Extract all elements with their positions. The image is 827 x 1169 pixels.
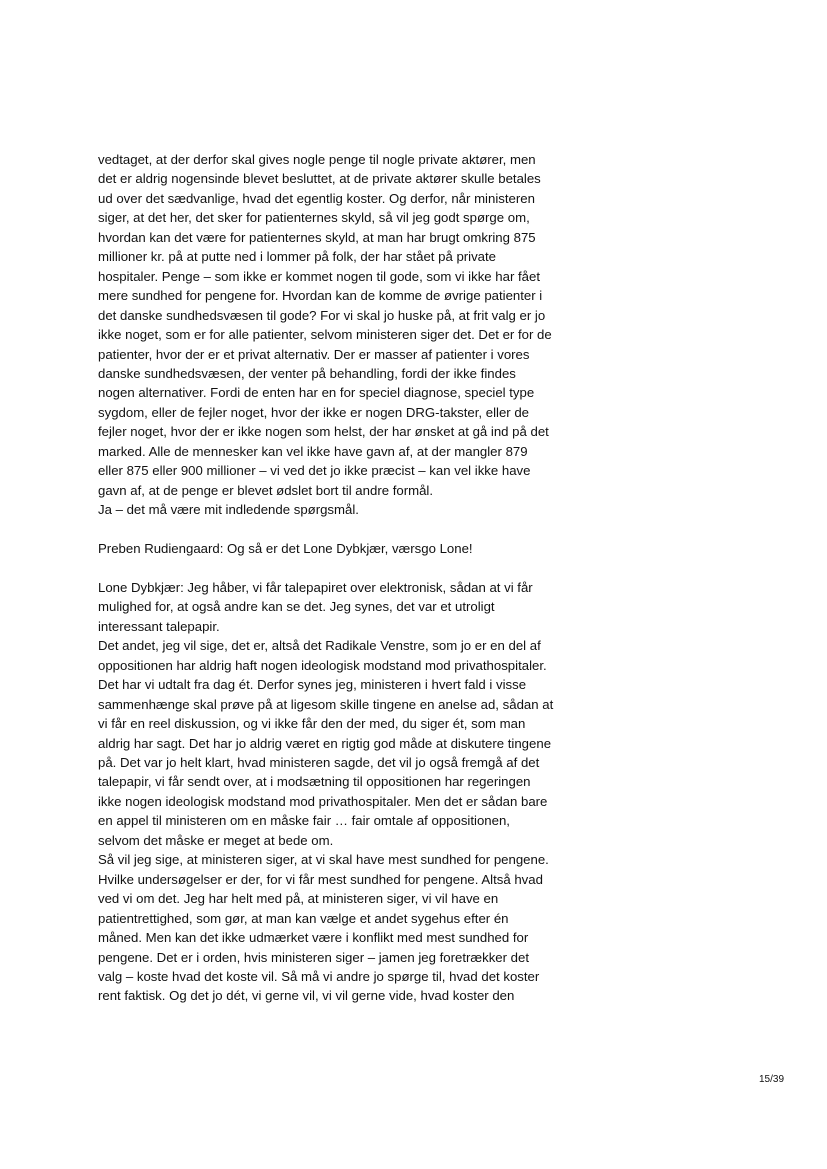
text-line: fejler noget, hvor der er ikke nogen som helst, der har ønsket at gå ind på det bbox=[98, 424, 549, 440]
text-line: hvordan kan det være for patienternes skyld, at man har brugt omkring 875 bbox=[98, 229, 536, 245]
text-line: aldrig har sagt. Det har jo aldrig været en rigtig god måde at diskutere tingene bbox=[98, 735, 552, 751]
text-line: vedtaget, at der derfor skal gives nogle penge til nogle private aktører, men bbox=[98, 152, 536, 167]
text-line: sygdom, eller de fejler noget, hvor der ikke er nogen DRG-takster, eller de bbox=[98, 404, 530, 420]
text-line: Det andet, jeg vil sige, det er, altså det Radikale Venstre, som jo er en del af bbox=[98, 638, 541, 654]
text-line: eller 875 eller 900 millioner – vi ved det jo ikke præcist – kan vel ikke have bbox=[98, 463, 531, 479]
paragraph-chair-remark bbox=[98, 539, 598, 558]
text-line: på. Det var jo helt klart, hvad ministeren sagde, det vil jo også fremgå af det bbox=[98, 755, 540, 771]
document-body bbox=[98, 150, 598, 1006]
text-line: siger, at det her, det sker for patienternes skyld, så vil jeg godt spørge om, bbox=[98, 210, 530, 226]
paragraph-minister-question bbox=[98, 150, 598, 520]
text-line: millioner kr. på at putte ned i lommer på folk, der har stået på private bbox=[98, 249, 497, 265]
text-line: ved vi om det. Jeg har helt med på, at ministeren siger, vi vil have en bbox=[98, 891, 499, 907]
paragraph-lone-dybkjaer bbox=[98, 578, 598, 1006]
text-line: gavn af, at de penge er blevet ødslet bort til andre formål. bbox=[98, 482, 434, 498]
text-line: en appel til ministeren om en måske fair … fair omtale af oppositionen, bbox=[98, 813, 510, 829]
text-line: Lone Dybkjær: Jeg håber, vi får talepapiret over elektronisk, sådan at vi får bbox=[98, 579, 533, 595]
text-line: ud over det sædvanlige, hvad det egentlig koster. Og derfor, når ministeren bbox=[98, 190, 535, 206]
text-line: patientrettighed, som gør, at man kan vælge et andet sygehus efter én bbox=[98, 910, 509, 926]
text-line: rent faktisk. Og det jo dét, vi gerne vil, vi vil gerne vide, hvad koster den bbox=[98, 988, 515, 1004]
text-line: mulighed for, at også andre kan se det. Jeg synes, det var et utroligt bbox=[98, 599, 495, 615]
text-line: nogen alternativer. Fordi de enten har en for speciel diagnose, speciel type bbox=[98, 385, 535, 401]
text-line: Det har vi udtalt fra dag ét. Derfor synes jeg, ministeren i hvert fald i visse bbox=[98, 677, 527, 693]
text-line: pengene. Det er i orden, hvis ministeren siger – jamen jeg foretrækker det bbox=[98, 949, 530, 965]
text-line: hospitaler. Penge – som ikke er kommet nogen til gode, som vi ikke har fået bbox=[98, 268, 541, 284]
text-line: ikke nogen ideologisk modstand mod privathospitaler. Men det er sådan bare bbox=[98, 793, 548, 809]
text-line: det er aldrig nogensinde blevet besluttet, at de private aktører skulle betales bbox=[98, 171, 541, 187]
page-number: 15/39 bbox=[759, 1074, 785, 1085]
text-line: sammenhænge skal prøve på at ligesom skille tingene en anelse ad, sådan at bbox=[98, 696, 554, 712]
text-line: mere sundhed for pengene for. Hvordan kan de komme de øvrige patienter i bbox=[98, 288, 543, 304]
text-line: oppositionen har aldrig haft nogen ideologisk modstand mod privathospitaler. bbox=[98, 657, 547, 673]
text-line: talepapir, vi får sendt over, at i modsætning til oppositionen har regeringen bbox=[98, 774, 531, 790]
text-line: vi får en reel diskussion, og vi ikke får den der med, du siger ét, som man bbox=[98, 716, 526, 732]
text-line: danske sundhedsvæsen, der venter på behandling, fordi der ikke findes bbox=[98, 365, 516, 381]
text-line: marked. Alle de mennesker kan vel ikke have gavn af, at der mangler 879 bbox=[98, 443, 528, 459]
text-line: valg – koste hvad det koste vil. Så må vi andre jo spørge til, hvad det koster bbox=[98, 969, 540, 984]
text-line: patienter, hvor der er et privat alternativ. Der er masser af patienter i vores bbox=[98, 346, 530, 362]
text-line: ikke noget, som er for alle patienter, selvom ministeren siger det. Det er for de bbox=[98, 327, 552, 343]
text-line: Så vil jeg sige, at ministeren siger, at vi skal have mest sundhed for pengene. bbox=[98, 852, 549, 868]
text-line: Ja – det må være mit indledende spørgsmål. bbox=[98, 502, 359, 518]
text-line: interessant talepapir. bbox=[98, 618, 220, 634]
paragraph-gap bbox=[98, 520, 598, 539]
paragraph-gap bbox=[98, 559, 598, 578]
text-line: måned. Men kan det ikke udmærket være i konflikt med mest sundhed for bbox=[98, 930, 529, 946]
text-line: det danske sundhedsvæsen til gode? For vi skal jo huske på, at frit valg er jo bbox=[98, 307, 546, 323]
text-line: Preben Rudiengaard: Og så er det Lone Dybkjær, værsgo Lone! bbox=[98, 541, 473, 557]
text-line: selvom det måske er meget at bede om. bbox=[98, 832, 334, 848]
text-line: Hvilke undersøgelser er der, for vi får mest sundhed for pengene. Altså hvad bbox=[98, 871, 543, 887]
